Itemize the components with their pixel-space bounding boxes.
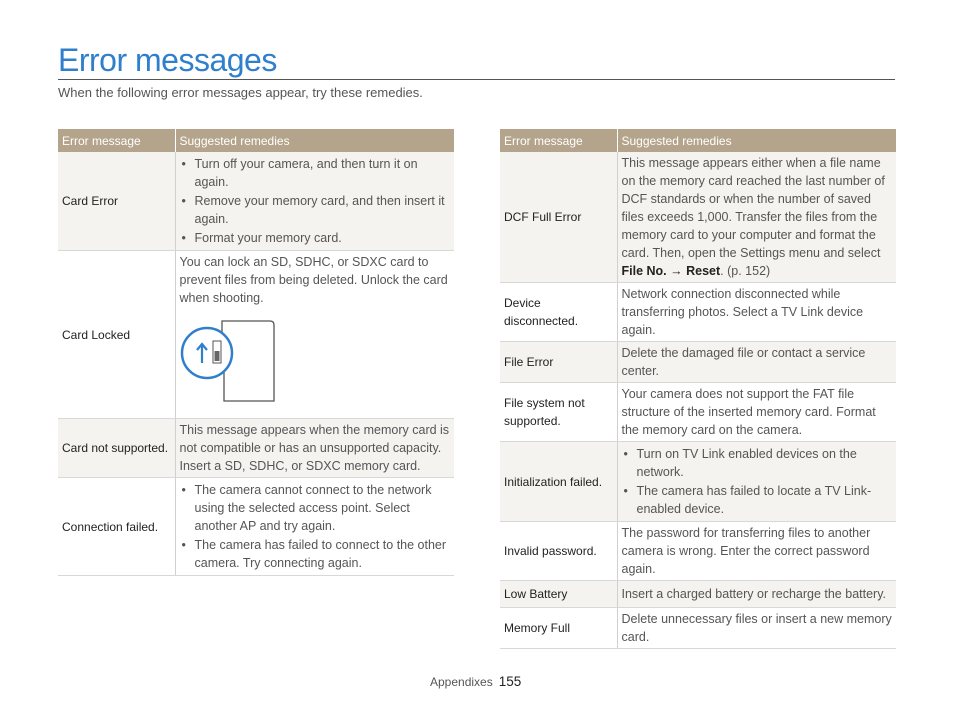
error-label: Card Error [58,152,175,251]
remedy-list [622,445,893,518]
page-reference: . (p. 152) [720,264,771,278]
remedy-text: This message appears either when a file name on the memory card reached the last number of DCF standards or when the number of saved files exceeds 1,000. Transfer the files from the memory card to your computer and format the card. Then, open the Settings menu and select [621,156,885,260]
remedy-bullet: • The camera has failed to connect to the other camera. Try connecting again. [180,536,451,572]
menu-item-reset: Reset [686,264,721,278]
remedy-text: Network connection disconnected while transferring photos. Select a TV Link device again. [617,283,896,342]
page-number: 155 [498,674,522,689]
error-label: Low Battery [500,581,617,608]
table-row-file-system [500,383,896,442]
header-suggested-remedies: Suggested remedies [617,129,896,152]
menu-item-file-no: File No. [621,264,667,278]
remedy-cell [175,478,454,576]
intro-text: When the following error messages appear, try these remedies. [58,85,423,100]
remedy-cell [617,442,896,522]
table-row-initialization-failed [500,442,896,522]
remedy-text: You can lock an SD, SDHC, or SDXC card to prevent files from being deleted. Unlock the card when shooting. [179,255,448,305]
remedy-text: Insert a charged battery or recharge the battery. [617,581,896,608]
remedy-text: Delete the damaged file or contact a service center. [617,342,896,383]
table-row-card-not-supported [58,419,454,478]
table-row-card-error [58,152,454,251]
remedy-text: Delete unnecessary files or insert a new memory card. [617,608,896,649]
page-footer [430,674,521,689]
page-title: Error messages [58,42,277,78]
table-row-low-battery [500,581,896,608]
remedy-bullet: • Turn off your camera, and then turn it on again. [180,155,451,191]
remedy-bullet: • Format your memory card. [180,229,451,247]
table-row-card-locked [58,251,454,419]
header-error-message: Error message [500,129,617,152]
error-label: Card Locked [58,251,175,419]
arrow-glyph: → [666,264,687,278]
remedy-text: The password for transferring files to another camera is wrong. Enter the correct password again. [617,522,896,581]
remedy-bullet: • Remove your memory card, and then insert it again. [180,192,451,228]
remedy-bullet: • Turn on TV Link enabled devices on the network. [622,445,893,481]
table-header-row [58,129,454,152]
table-row-dcf-full [500,152,896,283]
error-label: File Error [500,342,617,383]
footer-section: Appendixes [430,675,493,689]
error-label: File system not supported. [500,383,617,442]
table-header-row [500,129,896,152]
remedy-list [180,155,451,247]
error-label: Memory Full [500,608,617,649]
error-label: Invalid password. [500,522,617,581]
header-error-message: Error message [58,129,175,152]
remedy-list [180,481,451,572]
table-row-file-error [500,342,896,383]
remedy-bullet: • The camera cannot connect to the network using the selected access point. Select another AP and try again. [180,481,451,535]
error-label: Connection failed. [58,478,175,576]
table-row-memory-full [500,608,896,649]
error-table-right [500,129,896,649]
table-row-device-disconnected [500,283,896,342]
remedy-cell [617,152,896,283]
table-row-connection-failed [58,478,454,576]
error-table-left [58,129,454,576]
sd-card-lock-icon [180,315,300,407]
remedy-cell [175,251,454,419]
title-divider [58,79,895,80]
remedy-cell [175,152,454,251]
remedy-text: Your camera does not support the FAT file structure of the inserted memory card. Format the memory card on the camera. [617,383,896,442]
header-suggested-remedies: Suggested remedies [175,129,454,152]
error-label: Initialization failed. [500,442,617,522]
remedy-text: This message appears when the memory card is not compatible or has an unsupported capacity. Insert a SD, SDHC, or SDXC memory card. [175,419,454,478]
error-label: Card not supported. [58,419,175,478]
table-row-invalid-password [500,522,896,581]
error-label: DCF Full Error [500,152,617,283]
error-label: Device disconnected. [500,283,617,342]
remedy-bullet: • The camera has failed to locate a TV Link-enabled device. [622,482,893,518]
